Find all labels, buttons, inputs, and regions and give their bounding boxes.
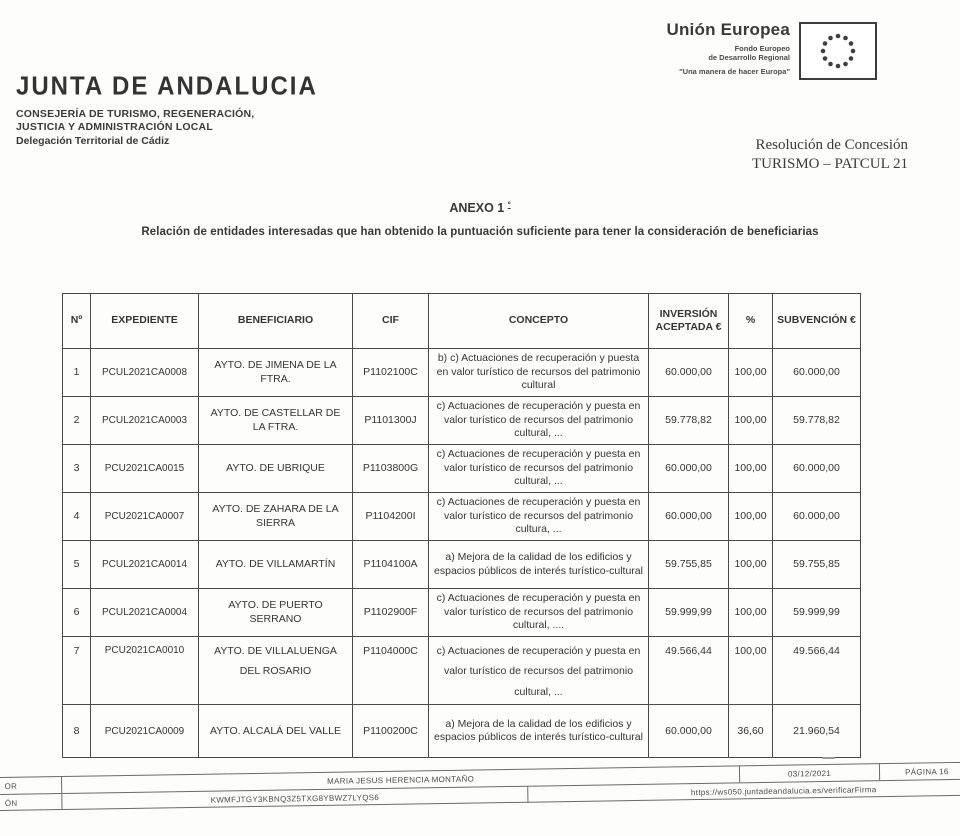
resolution-line2: TURISMO – PATCUL 21 (752, 156, 908, 172)
cell-inversion-aceptada: 59.778,82 (649, 397, 729, 445)
cell-expediente: PCUL2021CA0014 (91, 541, 199, 589)
col-header-subvencion: SUBVENCIÓN € (773, 294, 861, 349)
cell-num: 7 (63, 637, 91, 705)
cell-subvencion: 49.566,44 (773, 637, 861, 705)
department-block (16, 108, 254, 134)
resolution-heading (600, 136, 908, 174)
cell-expediente: PCUL2021CA0004 (91, 589, 199, 637)
cell-num: 2 (63, 397, 91, 445)
cell-inversion-aceptada: 59.999,99 (649, 589, 729, 637)
footer-verification-url: https://ws050.juntadeandalucia.es/verificarFirma (528, 778, 960, 803)
cell-porcentaje: 100,00 (729, 541, 773, 589)
cell-beneficiario: AYTO. ALCALÁ DEL VALLE (199, 705, 353, 758)
eu-block (540, 20, 790, 76)
cell-inversion-aceptada: 60.000,00 (649, 445, 729, 493)
cell-porcentaje: 100,00 (729, 493, 773, 541)
cell-cif: P1102100C (353, 349, 429, 397)
col-header-beneficiario: BENEFICIARIO (199, 294, 353, 349)
cell-expediente: PCU2021CA0010 (91, 637, 199, 705)
col-header-num: Nº (63, 294, 91, 349)
cell-beneficiario: AYTO. DE JIMENA DE LA FTRA. (199, 349, 353, 397)
cell-inversion-aceptada: 60.000,00 (649, 349, 729, 397)
cell-beneficiario: AYTO. DE CASTELLAR DE LA FTRA. (199, 397, 353, 445)
cell-subvencion: 59.999,99 (773, 589, 861, 637)
cell-beneficiario: AYTO. DE PUERTO SERRANO (199, 589, 353, 637)
cell-cif: P1104100A (353, 541, 429, 589)
cell-inversion-aceptada: 49.566,44 (649, 637, 729, 705)
junta-andalucia-logo: JUNTA DE ANDALUCIA (16, 72, 318, 102)
cell-porcentaje: 100,00 (729, 589, 773, 637)
anexo-subtitle: Relación de entidades interesadas que han obtenido la puntuación suficiente para tener la consideración de beneficiarias (141, 226, 819, 238)
footer-page-number: PÁGINA 16 (880, 761, 960, 781)
delegation-line: Delegación Territorial de Cádiz (16, 135, 170, 147)
cell-num: 3 (63, 445, 91, 493)
cell-subvencion: 60.000,00 (773, 349, 861, 397)
cell-beneficiario: AYTO. DE VILLALUENGA DEL ROSARIO (199, 637, 353, 705)
cell-concepto: c) Actuaciones de recuperación y puesta en valor turístico de recursos del patrimonio cultural, ... (429, 397, 649, 445)
col-header-cif: CIF (353, 294, 429, 349)
table-row (63, 589, 861, 637)
eu-fund-line2: de Desarrollo Regional (708, 53, 790, 62)
table-body (63, 349, 861, 758)
cell-expediente: PCU2021CA0009 (91, 705, 199, 758)
col-header-expediente: EXPEDIENTE (91, 294, 199, 349)
table-row (63, 445, 861, 493)
cell-concepto: b) c) Actuaciones de recuperación y puesta en valor turístico de recursos del patrimonio cultural (429, 349, 649, 397)
cell-beneficiario: AYTO. DE UBRIQUE (199, 445, 353, 493)
footer-verification-code: KWMFJTGY3KBNQ3Z5TXG8YBWZ7LYQS6 (62, 786, 528, 810)
cell-beneficiario: AYTO. DE VILLAMARTÍN (199, 541, 353, 589)
cell-porcentaje: 100,00 (729, 397, 773, 445)
cell-expediente: PCU2021CA0015 (91, 445, 199, 493)
header-row (63, 294, 861, 349)
footer-verification-label-fragment: ÓN (0, 793, 63, 812)
cell-inversion-aceptada: 60.000,00 (649, 705, 729, 758)
table-row (63, 349, 861, 397)
cell-cif: P1103800G (353, 445, 429, 493)
cell-expediente: PCUL2021CA0003 (91, 397, 199, 445)
cell-expediente: PCUL2021CA0008 (91, 349, 199, 397)
cell-cif: P1104200I (353, 493, 429, 541)
table-row (63, 705, 861, 758)
beneficiaries-table (62, 293, 861, 758)
cell-porcentaje: 100,00 (729, 349, 773, 397)
cell-porcentaje: 100,00 (729, 445, 773, 493)
eu-flag-icon (799, 22, 877, 80)
anexo-label: ANEXO 1 (449, 201, 505, 216)
footer-date: 03/12/2021 (740, 763, 880, 782)
signature-footer (0, 761, 960, 813)
cell-concepto: c) Actuaciones de recuperación y puesta en valor turístico de recursos del patrimonio cultural, .... (429, 589, 649, 637)
cell-num: 4 (63, 493, 91, 541)
eu-fund-line1: Fondo Europeo (734, 44, 790, 53)
table-row (63, 397, 861, 445)
table-row (63, 493, 861, 541)
resolution-line1: Resolución de Concesión (755, 137, 908, 153)
cell-porcentaje: 100,00 (729, 637, 773, 705)
cell-concepto: a) Mejora de la calidad de los edificios y espacios públicos de interés turístico-cultural (429, 541, 649, 589)
eu-motto: "Una manera de hacer Europa" (679, 67, 790, 76)
cell-expediente: PCU2021CA0007 (91, 493, 199, 541)
cell-porcentaje: 36,60 (729, 705, 773, 758)
cell-concepto: c) Actuaciones de recuperación y puesta en valor turístico de recursos del patrimonio cultural, ... (429, 637, 649, 705)
col-header-inversion: INVERSIÓN ACEPTADA € (649, 294, 729, 349)
col-header-concepto: CONCEPTO (429, 294, 649, 349)
cell-subvencion: 59.755,85 (773, 541, 861, 589)
anexo-ordinal-suffix: º (507, 200, 511, 209)
footer-signed-label-fragment: OR (0, 776, 62, 795)
col-header-pct: % (729, 294, 773, 349)
department-line1: CONSEJERÍA DE TURISMO, REGENERACIÓN, (16, 108, 255, 120)
cell-beneficiario: AYTO. DE ZAHARA DE LA SIERRA (199, 493, 353, 541)
scan-artifact-dash (822, 757, 835, 759)
cell-cif: P1102900F (353, 589, 429, 637)
anexo-title (0, 200, 960, 215)
cell-subvencion: 21.960,54 (773, 705, 861, 758)
cell-inversion-aceptada: 60.000,00 (649, 493, 729, 541)
eu-fund-label (540, 44, 790, 62)
cell-concepto: c) Actuaciones de recuperación y puesta en valor turístico de recursos del patrimonio cultural, ... (429, 445, 649, 493)
cell-num: 6 (63, 589, 91, 637)
cell-subvencion: 60.000,00 (773, 445, 861, 493)
table-row (63, 541, 861, 589)
cell-num: 1 (63, 349, 91, 397)
cell-cif: P1101300J (353, 397, 429, 445)
cell-num: 5 (63, 541, 91, 589)
cell-subvencion: 60.000,00 (773, 493, 861, 541)
cell-cif: P1104000C (353, 637, 429, 705)
cell-cif: P1100200C (353, 705, 429, 758)
cell-inversion-aceptada: 59.755,85 (649, 541, 729, 589)
eu-title: Unión Europea (666, 20, 790, 39)
table-row (63, 637, 861, 705)
cell-concepto: c) Actuaciones de recuperación y puesta en valor turístico de recursos del patrimonio cultura, ... (429, 493, 649, 541)
footer-signer-name: MARIA JESUS HERENCIA MONTAÑO (62, 765, 740, 793)
table-header (63, 294, 861, 349)
cell-num: 8 (63, 705, 91, 758)
department-line2: JUSTICIA Y ADMINISTRACIÓN LOCAL (16, 121, 213, 133)
cell-concepto: a) Mejora de la calidad de los edificios y espacios públicos de interés turístico-cultural (429, 705, 649, 758)
cell-subvencion: 59.778,82 (773, 397, 861, 445)
